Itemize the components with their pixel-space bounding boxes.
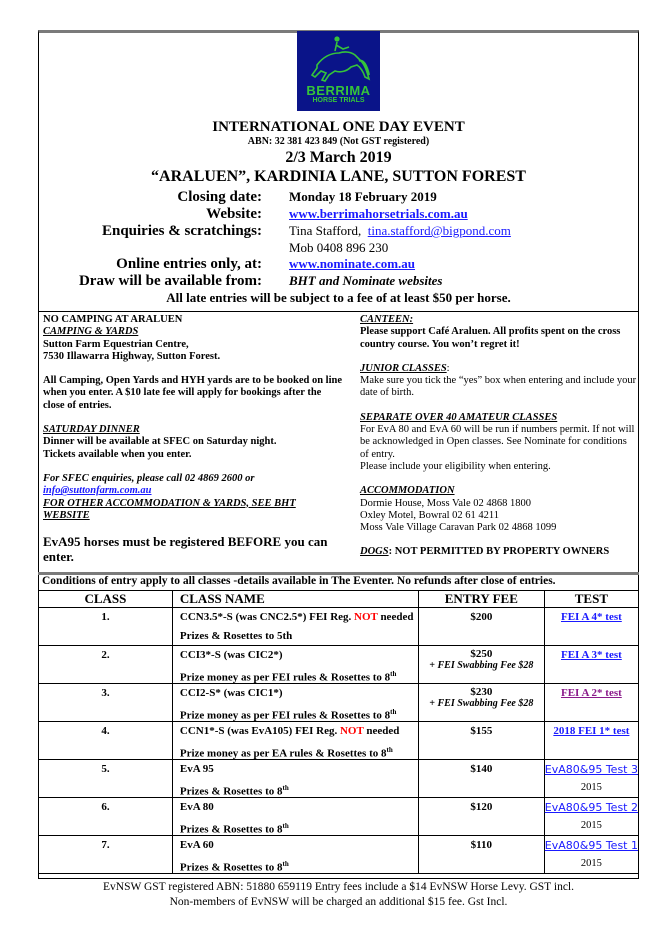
class-name: EvA 95 (179, 763, 214, 775)
prizes-text: Prizes & Rosettes to 8 (179, 785, 283, 798)
table-row (39, 836, 639, 874)
class-prizes (180, 741, 418, 759)
entry-fee: $140 (470, 763, 493, 775)
class-prizes (180, 855, 418, 873)
table-row (39, 760, 639, 798)
not-highlight: NOT (339, 725, 364, 737)
sfec-enquiries-text: For SFEC enquiries, please call 02 4869 2600 or (43, 472, 255, 484)
conditions-of-entry: Conditions of entry apply to all classes -details available in The Eventer. No refunds after close of entries. (39, 574, 639, 591)
booking-text: All Camping, Open Yards and HYH yards are to be booked on line when you enter. A $10 late fee will apply for bookings after the close of entries. (43, 375, 343, 411)
canteen-text: Please support Café Araluen. All profits spent on the cross country course. You won’t regret it! (360, 326, 621, 350)
dogs-text: : NOT PERMITTED BY PROPERTY OWNERS (388, 546, 610, 558)
enquiries-contact (289, 223, 511, 239)
draw-row (38, 273, 639, 291)
prizes-sup: th (390, 670, 397, 678)
logo-text-berrima: BERRIMA (306, 83, 371, 98)
table-row (39, 722, 639, 760)
not-highlight: NOT (354, 611, 378, 623)
test-link[interactable]: FEI A 2* test (560, 687, 622, 699)
eva95-registration-note: EvA95 horses must be registered BEFORE you can enter. (43, 534, 328, 565)
class-name: EvA 80 (179, 801, 214, 813)
header-entry-fee: ENTRY FEE (418, 591, 544, 608)
event-date: 2/3 March 2019 (285, 149, 392, 166)
header-class-name: CLASS NAME (172, 591, 418, 608)
late-fee-notice: All late entries will be subject to a fee of at least $50 per horse. (166, 290, 511, 305)
accommodation-heading: ACCOMMODATION (360, 485, 455, 497)
website-label: Website: (206, 206, 262, 222)
entry-fee: $200 (470, 611, 493, 623)
prizes-sup: th (282, 784, 289, 792)
footer-line-2: Non-members of EvNSW will be charged an additional $15 fee. Gst Incl. (169, 896, 508, 908)
classes-table (38, 572, 639, 874)
accommodation-1: Dormie House, Moss Vale 02 4868 1800 (360, 497, 532, 509)
class-name: CCI3*-S (was CIC2*) (179, 649, 283, 661)
prizes-text: Prize money as per FEI rules & Rosettes to 8 (179, 709, 391, 722)
test-link[interactable]: FEI A 3* test (560, 649, 622, 661)
test-link[interactable]: EvA80&95 Test 2 (544, 801, 638, 814)
class-number: 4. (101, 725, 110, 737)
class-prizes: Prizes & Rosettes to 5th (179, 630, 293, 642)
other-accommodation-note: FOR OTHER ACCOMMODATION & YARDS, SEE BHT WEBSITE (43, 497, 296, 521)
test-year: 2015 (580, 820, 602, 831)
right-info-column: CANTEEN: Please support Café Araluen. All profits spent on the cross country course. You won’t regret it! JUNIOR CLASSES: Make sure you tick the “yes” box when entering and include your date of birth. SEPARATE OVER 40 AMATEUR CLASSES For EvA 80 and EvA 60 will be run if numbers permit. If not will be acknowledged in Open classes. See Nominate for conditions of entry. Please include your eligibility when entering. ACCOMMODATION Dormie House, Moss Vale 02 4868 1800 Oxley Motel, Bowral 02 61 4211 Moss Vale Village Caravan Park 02 4868 1099 DOGS: NOT PERMITTED BY PROPERTY OWNERS (360, 314, 637, 558)
closing-date-label: Closing date: (177, 189, 262, 205)
prizes-text: Prizes & Rosettes to 8 (179, 861, 283, 874)
website-link[interactable]: www.berrimahorsetrials.com.au (289, 206, 468, 221)
class-number: 5. (101, 763, 110, 775)
website-row (38, 206, 639, 224)
nominate-link[interactable]: www.nominate.com.au (289, 256, 416, 271)
abn-text: ABN: 32 381 423 849 (Not GST registered) (247, 136, 430, 147)
junior-heading: JUNIOR CLASSES (360, 362, 447, 374)
over40-heading: SEPARATE OVER 40 AMATEUR CLASSES (360, 411, 558, 423)
enquiries-mobile: Mob 0408 896 230 (289, 240, 389, 255)
test-link[interactable]: EvA80&95 Test 3 (544, 763, 638, 776)
class-prizes (180, 703, 418, 721)
horse-jumping-icon (305, 35, 372, 85)
test-year: 2015 (580, 858, 602, 869)
accommodation-2: Oxley Motel, Bowral 02 61 4211 (360, 509, 500, 521)
entry-fee: $120 (470, 801, 493, 813)
online-entries-row (38, 256, 639, 274)
header-class: CLASS (39, 591, 173, 608)
enquiries-email-link[interactable]: tina.stafford@bigpond.com (367, 223, 511, 238)
table-row (39, 798, 639, 836)
table-row (39, 608, 639, 646)
test-link[interactable]: 2018 FEI 1* test (553, 725, 630, 737)
prizes-sup: th (282, 822, 289, 830)
prizes-text: Prize money as per FEI rules & Rosettes to 8 (179, 671, 391, 684)
class-prizes (180, 665, 418, 683)
class-number: 3. (101, 687, 110, 699)
header-test: TEST (544, 591, 638, 608)
closing-date-row (38, 189, 639, 207)
canteen-heading: CANTEEN: (360, 314, 414, 325)
class-name-suffix: needed (363, 725, 400, 737)
footer-line-1: EvNSW GST registered ABN: 51880 659119 Entry fees include a $14 EvNSW Horse Levy. GST incl. (102, 881, 574, 893)
entry-fee: $250 (470, 648, 493, 660)
class-name: CCN1*-S (was EvA105) FEI Reg. (179, 725, 340, 737)
class-name: CCN3.5*-S (was CNC2.5*) FEI Reg. (179, 611, 355, 623)
logo-text-horse-trials: HORSE TRIALS (312, 97, 365, 104)
prizes-sup: th (390, 708, 397, 716)
camping-heading: CAMPING & YARDS (43, 326, 139, 338)
online-entries-label: Online entries only, at: (116, 256, 262, 272)
class-name: EvA 60 (179, 839, 214, 851)
enquiries-name: Tina Stafford, (289, 223, 362, 238)
table-row (39, 646, 639, 684)
draw-label: Draw will be available from: (78, 273, 262, 289)
enquiries-row (38, 223, 639, 241)
berrima-logo (297, 31, 380, 111)
over40-eligibility: Please include your eligibility when entering. (360, 460, 551, 472)
entry-fee: $155 (470, 725, 493, 737)
class-name-suffix: needed (377, 611, 414, 623)
event-venue: “ARALUEN”, KARDINIA LANE, SUTTON FOREST (151, 168, 526, 185)
table-row (39, 684, 639, 722)
left-info-column (43, 314, 343, 564)
class-name: CCI2-S* (was CIC1*) (179, 687, 283, 699)
class-number: 1. (101, 611, 110, 623)
test-link[interactable]: EvA80&95 Test 1 (544, 839, 638, 852)
fee-note: + FEI Swabbing Fee $28 (429, 698, 534, 709)
prizes-sup: th (282, 860, 289, 868)
over40-text: For EvA 80 and EvA 60 will be run if numbers permit. If not will be acknowledged in Open classes. See Nominate for conditions of entry. (360, 424, 635, 460)
fee-note: + FEI Swabbing Fee $28 (429, 660, 534, 671)
camping-address-2: 7530 Illawarra Highway, Sutton Forest. (43, 350, 221, 362)
enquiries-label: Enquiries & scratchings: (101, 223, 262, 239)
class-number: 7. (101, 839, 110, 851)
closing-date-value: Monday 18 February 2019 (289, 189, 437, 204)
sfec-email-link[interactable]: info@suttonfarm.com.au (43, 485, 152, 497)
class-number: 2. (101, 649, 110, 661)
class-prizes (180, 779, 418, 797)
section-divider (38, 311, 639, 312)
class-prizes (180, 817, 418, 835)
prizes-text: Prize money as per EA rules & Rosettes to 8 (179, 747, 387, 760)
prizes-text: Prizes & Rosettes to 8 (179, 823, 283, 836)
dinner-heading: SATURDAY DINNER (43, 424, 140, 436)
entry-fee: $230 (470, 686, 493, 698)
dogs-heading: DOGS (360, 546, 389, 558)
class-number: 6. (101, 801, 110, 813)
draw-value: BHT and Nominate websites (289, 273, 443, 288)
accommodation-3: Moss Vale Village Caravan Park 02 4868 1099 (360, 522, 557, 534)
camping-address-1: Sutton Farm Equestrian Centre, (43, 338, 189, 350)
test-year: 2015 (580, 782, 602, 793)
test-link[interactable]: FEI A 4* test (560, 611, 622, 623)
entry-fee: $110 (470, 839, 493, 851)
dinner-text-1: Dinner will be available at SFEC on Saturday night. (43, 436, 277, 448)
prizes-sup: th (386, 746, 393, 754)
junior-text: Make sure you tick the “yes” box when entering and include your date of birth. (360, 375, 637, 399)
dinner-text-2: Tickets available when you enter. (43, 448, 192, 460)
table-header-row (39, 591, 639, 608)
no-camping-text: NO CAMPING AT ARALUEN (43, 314, 183, 325)
event-title: INTERNATIONAL ONE DAY EVENT (212, 119, 465, 135)
